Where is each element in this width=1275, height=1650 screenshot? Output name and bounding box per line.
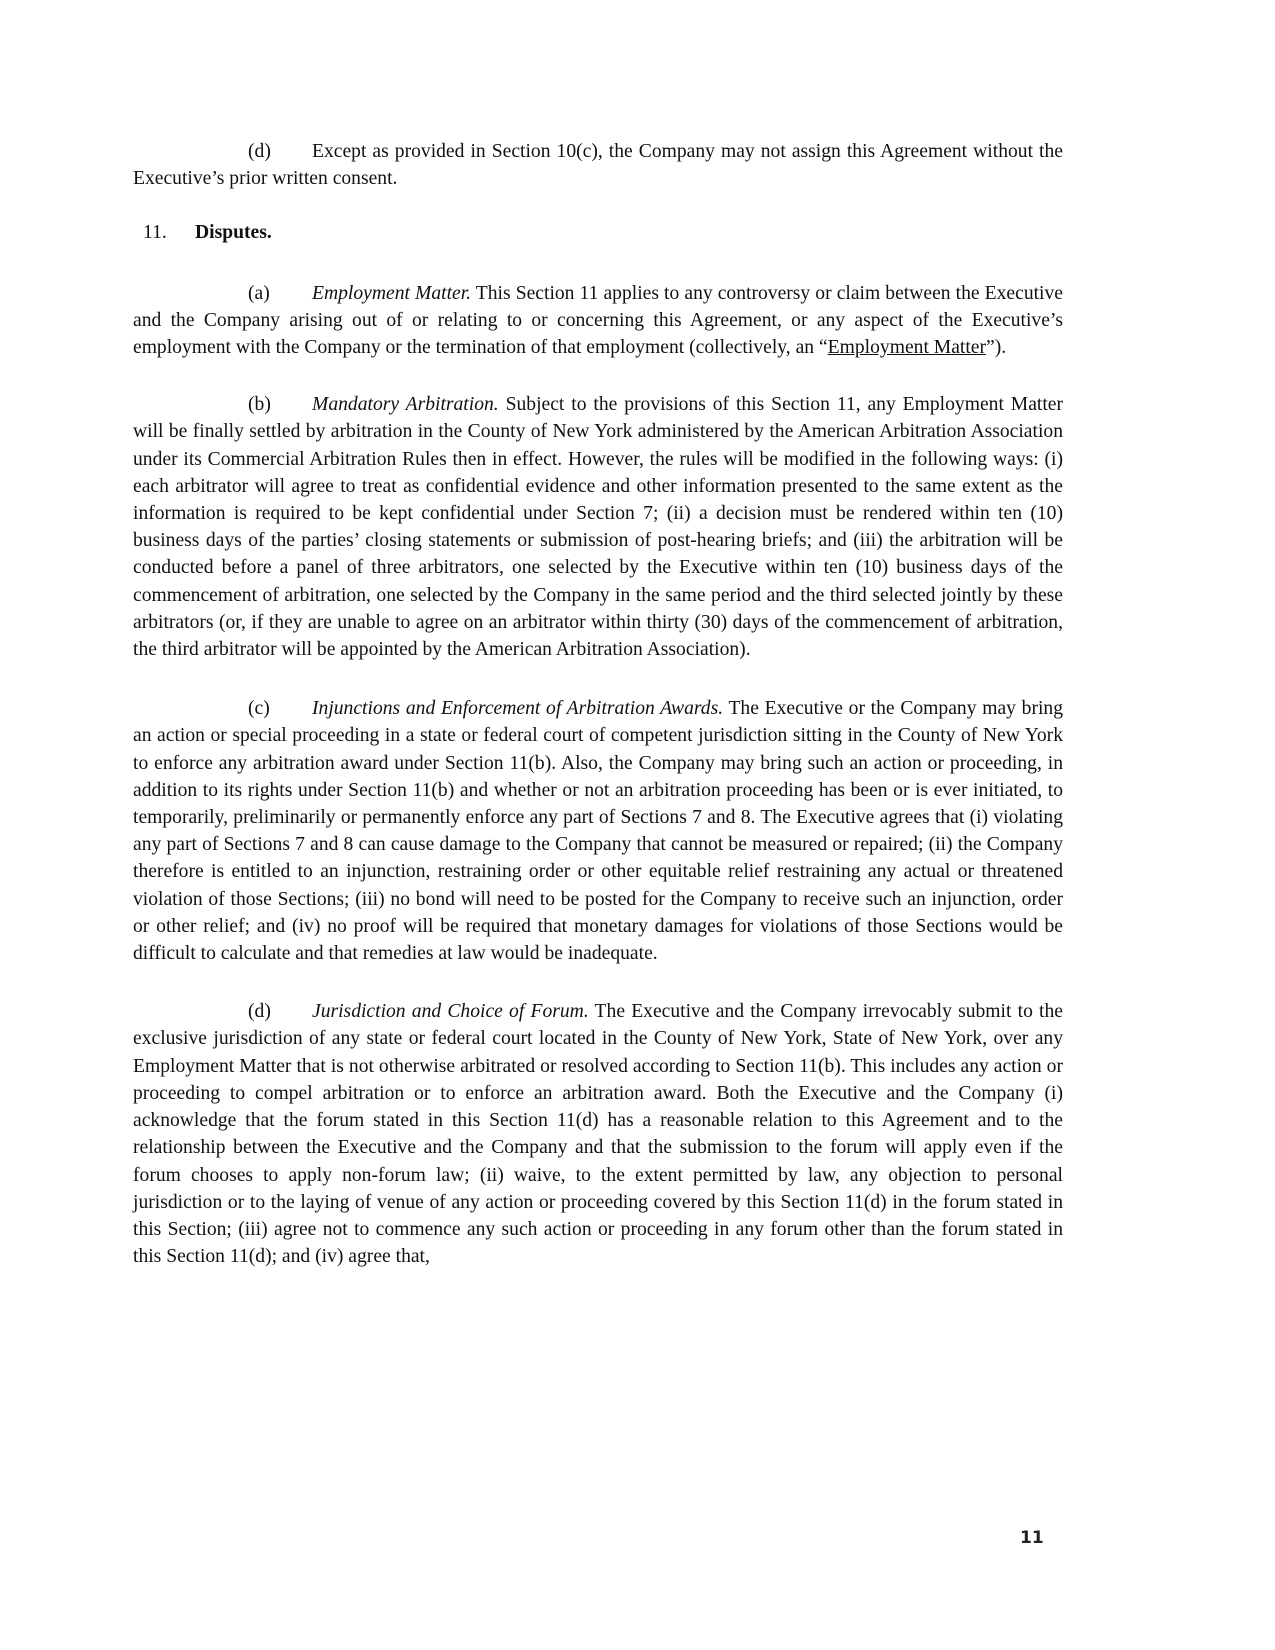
paragraph-text: The Executive and the Company irrevocably submit to the exclusive jurisdiction of any state or federal court located in the County of New York, State of New York, over any Employment Matter that is not otherwise arbitrated or resolved according to Section 11(b). This includes any action or proceeding to compel arbitration or to enforce an arbitration award. Both the Executive and the Company (i) acknowledge that the forum stated in this Section 11(d) has a reasonable relation to this Agreement and to the relationship between the Executive and the Company and that the submission to the forum will apply even if the forum chooses to apply non-forum law; (ii) waive, to the extent permitted by law, any objection to personal jurisdiction or to the laying of venue of any action or proceeding covered by this Section 11(d) in the forum stated in this Section; (iii) agree not to commence any such action or proceeding in any forum other than the forum stated in this Section 11(d); and (iv) agree that, bbox=[133, 1001, 1063, 1268]
page-number: 11 bbox=[1020, 1528, 1044, 1548]
paragraph-label: (d) bbox=[248, 1001, 271, 1023]
paragraph-11b bbox=[133, 391, 1063, 663]
paragraph-label: (a) bbox=[248, 282, 270, 304]
paragraph-11a bbox=[133, 280, 1063, 362]
paragraph-text: The Executive or the Company may bring an action or special proceeding in a state or federal court of competent jurisdiction sitting in the County of New York to enforce any arbitration award under Section 11(b). Also, the Company may bring such an action or proceeding, in addition to its rights under Section 11(b) and whether or not an arbitration proceeding has been or is ever initiated, to temporarily, preliminarily or permanently enforce any part of Sections 7 and 8. The Executive agrees that (i) violating any part of Sections 7 and 8 can cause damage to the Company that cannot be measured or repaired; (ii) the Company therefore is entitled to an injunction, restraining order or other equitable relief restraining any actual or threatened violation of those Sections; (iii) no bond will need to be posted for the Company to receive such an injunction, order or other relief; and (iv) no proof will be required that monetary damages for violations of those Sections would be difficult to calculate and that remedies at law would be inadequate. bbox=[133, 698, 1064, 965]
paragraph-11d bbox=[133, 998, 1063, 1270]
paragraph-label: (b) bbox=[248, 394, 271, 416]
section-number: 11. bbox=[143, 222, 167, 244]
paragraph-heading: Employment Matter. bbox=[312, 282, 472, 304]
document-page bbox=[133, 138, 1063, 1270]
paragraph-heading: Mandatory Arbitration. bbox=[312, 394, 499, 416]
paragraph-text: Except as provided in Section 10(c), the Company may not assign this Agreement without the Executive’s prior written consent. bbox=[133, 141, 1063, 190]
paragraph-10d bbox=[133, 138, 1063, 192]
section-heading-11 bbox=[133, 219, 1063, 246]
paragraph-heading: Injunctions and Enforcement of Arbitration Awards. bbox=[312, 698, 724, 720]
section-title: Disputes. bbox=[195, 222, 272, 244]
paragraph-heading: Jurisdiction and Choice of Forum. bbox=[312, 1001, 589, 1023]
paragraph-label: (c) bbox=[248, 698, 270, 720]
paragraph-11c bbox=[133, 695, 1063, 967]
paragraph-label: (d) bbox=[248, 141, 271, 162]
paragraph-text: This Section 11 applies to any controversy or claim between the Executive and the Company arising out of or relating to or concerning this Agreement, or any aspect of the Executive’s employment with the Company or the termination of that employment (collectively, an “ bbox=[133, 282, 1063, 359]
paragraph-text-end: ”). bbox=[986, 337, 1007, 359]
paragraph-text: Subject to the provisions of this Section 11, any Employment Matter will be finally settled by arbitration in the County of New York administered by the American Arbitration Association under its Commercial Arbitration Rules then in effect. However, the rules will be modified in the following ways: (i) each arbitrator will agree to treat as confidential evidence and other information presented to the same extent as the information is required to be kept confidential under Section 7; (ii) a decision must be rendered within ten (10) business days of the parties’ closing statements or submission of post-hearing briefs; and (iii) the arbitration will be conducted before a panel of three arbitrators, one selected by the Executive within ten (10) business days of the commencement of arbitration, one selected by the Company in the same period and the third selected jointly by these arbitrators (or, if they are unable to agree on an arbitrator within thirty (30) days of the commencement of arbitration, the third arbitrator will be appointed by the American Arbitration Association). bbox=[133, 394, 1064, 661]
defined-term: Employment Matter bbox=[827, 337, 987, 359]
